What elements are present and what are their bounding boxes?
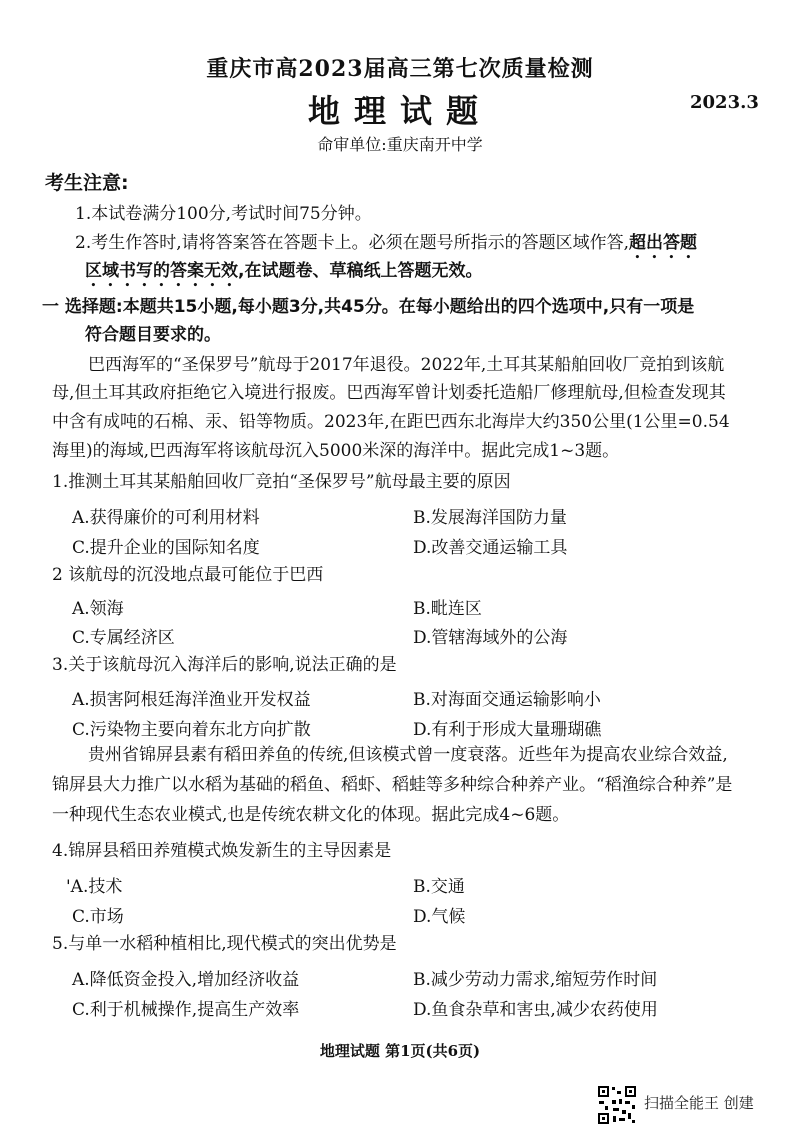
question-2-option-c: C.专属经济区 [72, 628, 175, 648]
question-5-option-c: C.利于机械操作,提高生产效率 [72, 1000, 300, 1020]
question-3-option-a: A.损害阿根廷海洋渔业开发权益 [72, 690, 311, 710]
page-footer: 地理试题 第1页(共6页) [319, 1042, 481, 1060]
question-4-option-b: B.交通 [413, 877, 465, 897]
question-2-stem: 2 该航母的沉没地点最可能位于巴西 [52, 565, 324, 585]
question-2-option-a: A.领海 [72, 599, 124, 619]
question-4-option-c: C.市场 [72, 907, 124, 927]
question-1-option-d: D.改善交通运输工具 [413, 538, 568, 558]
question-5-stem: 5.与单一水稻种植相比,现代模式的突出优势是 [52, 934, 397, 954]
notice-item-2-emphasis-2: 区域书写的答案无效 [85, 261, 238, 281]
question-3-option-c: C.污染物主要向着东北方向扩散 [72, 720, 311, 740]
passage-2-line-3: 一种现代生态农业模式,也是传统农耕文化的体现。据此完成4~6题。 [52, 805, 570, 825]
passage-2-line-1: 贵州省锦屏县素有稻田养鱼的传统,但该模式曾一度衰落。近些年为提高农业综合效益, [88, 745, 728, 765]
question-3-option-b: B.对海面交通运输影响小 [413, 690, 601, 710]
notice-heading: 考生注意: [45, 172, 129, 194]
exam-unit: 命审单位:重庆南开中学 [317, 135, 483, 154]
question-1-option-a: A.获得廉价的可利用材料 [72, 508, 260, 528]
question-1-stem: 1.推测土耳其某船舶回收厂竞拍“圣保罗号”航母最主要的原因 [52, 472, 511, 492]
passage-2-line-2: 锦屏县大力推广以水稻为基础的稻鱼、稻虾、稻蛙等多种综合种养产业。“稻渔综合种养”是 [52, 775, 733, 795]
passage-1-line-1: 巴西海军的“圣保罗号”航母于2017年退役。2022年,土耳其某船舶回收厂竞拍到该航 [88, 355, 725, 375]
notice-item-2-emphasis: 超出答题 [629, 233, 698, 253]
notice-item-1: 1.本试卷满分100分,考试时间75分钟。 [75, 204, 372, 224]
section-heading-cont: 符合题目要求的。 [85, 325, 221, 345]
scanner-watermark: 扫描全能王 创建 [644, 1094, 754, 1112]
passage-1-line-2: 母,但土耳其政府拒绝它入境进行报废。巴西海军曾计划委托造船厂修理航母,但检查发现其 [52, 383, 726, 403]
question-4-stem: 4.锦屏县稻田养殖模式焕发新生的主导因素是 [52, 841, 392, 861]
question-4-option-a: 'A.技术 [66, 877, 123, 897]
question-5-option-d: D.鱼食杂草和害虫,减少农药使用 [413, 1000, 658, 1020]
question-5-option-b: B.减少劳动力需求,缩短劳作时间 [413, 970, 658, 990]
question-1-option-c: C.提升企业的国际知名度 [72, 538, 260, 558]
passage-1-line-3: 中含有成吨的石棉、汞、铅等物质。2023年,在距巴西东北海岸大约350公里(1公里=0.54 [52, 412, 730, 432]
question-3-stem: 3.关于该航母沉入海洋后的影响,说法正确的是 [52, 655, 397, 675]
exam-date: 2023.3 [690, 92, 759, 113]
question-4-option-d: D.气候 [413, 907, 466, 927]
question-1-option-b: B.发展海洋国防力量 [413, 508, 567, 528]
qr-code-icon [597, 1085, 637, 1125]
section-heading: 一 选择题:本题共15小题,每小题3分,共45分。在每小题给出的四个选项中,只有一项是 [42, 297, 695, 317]
notice-item-2-text: 2.考生作答时,请将答案答在答题卡上。必须在题号所指示的答题区域作答, [75, 233, 630, 253]
question-3-option-d: D.有利于形成大量珊瑚礁 [413, 720, 602, 740]
notice-item-2-cont [85, 260, 482, 291]
passage-1-line-4: 海里)的海域,巴西海军将该航母沉入5000米深的海洋中。据此完成1~3题。 [52, 441, 620, 461]
notice-item-2-end: ,在试题卷、草稿纸上答题无效。 [238, 261, 483, 281]
question-5-option-a: A.降低资金投入,增加经济收益 [72, 970, 300, 990]
notice-item-2 [75, 232, 697, 263]
exam-title: 地理试题 [307, 92, 492, 130]
question-2-option-b: B.毗连区 [413, 599, 482, 619]
exam-subtitle: 重庆市高2023届高三第七次质量检测 [206, 56, 594, 82]
question-2-option-d: D.管辖海域外的公海 [413, 628, 568, 648]
